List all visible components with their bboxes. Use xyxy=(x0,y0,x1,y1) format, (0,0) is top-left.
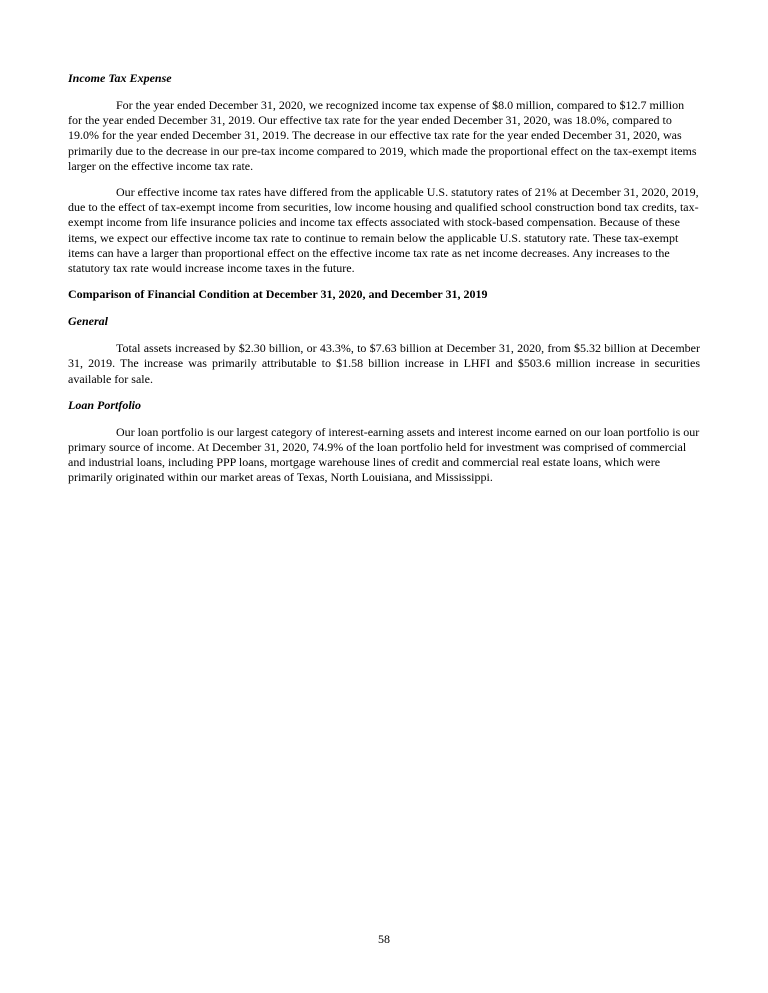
comparison-financial-condition-heading: Comparison of Financial Condition at December 31, 2020, and December 31, 2019 xyxy=(68,287,488,302)
loan-portfolio-paragraph: Our loan portfolio is our largest category of interest-earning assets and interest income earned on our loan portfolio is our primary source of income. At December 31, 2020, 74.9% of the loan portfolio held for investment was comprised of commercial and industrial loans, including PPP loans, mortgage warehouse lines of credit and commercial real estate loans, which were primarily originated within our market areas of Texas, North Louisiana, and Mississippi. xyxy=(68,424,700,485)
document-page xyxy=(68,71,700,497)
income-tax-expense-heading: Income Tax Expense xyxy=(68,71,172,85)
income-tax-paragraph-2: Our effective income tax rates have differed from the applicable U.S. statutory rates of 21% at December 31, 2020, 2019, due to the effect of tax-exempt income from securities, low income housing and qualified school construction bond tax credits, tax-exempt income from life insurance policies and income tax effects associated with stock-based compensation. Because of these items, we expect our effective income tax rate to continue to remain below the applicable U.S. statutory rate. These tax-exempt items can have a larger than proportional effect on the effective income tax rate as net income decreases. Any increases to the statutory tax rate would increase income taxes in the future. xyxy=(68,185,699,276)
income-tax-paragraph-1: For the year ended December 31, 2020, we recognized income tax expense of $8.0 million, compared to $12.7 million for the year ended December 31, 2019. Our effective tax rate for the year ended December 31, 2020, was 18.0%, compared to 19.0% for the year ended December 31, 2019. The decrease in our effective tax rate for the year ended December 31, 2020, was primarily due to the decrease in our pre-tax income compared to 2019, which made the proportional effect on the tax-exempt items larger on the effective income tax rate. xyxy=(68,98,697,173)
loan-portfolio-heading: Loan Portfolio xyxy=(68,397,142,412)
page-number: 58 xyxy=(378,932,390,946)
general-paragraph: Total assets increased by $2.30 billion, or 43.3%, to $7.63 billion at December 31, 2020, from $5.32 billion at December 31, 2019. The increase was primarily attributable to $1.58 billion increase in LHFI and $503.6 million increase in securities available for sale. xyxy=(68,341,700,386)
general-heading: General xyxy=(68,314,108,329)
